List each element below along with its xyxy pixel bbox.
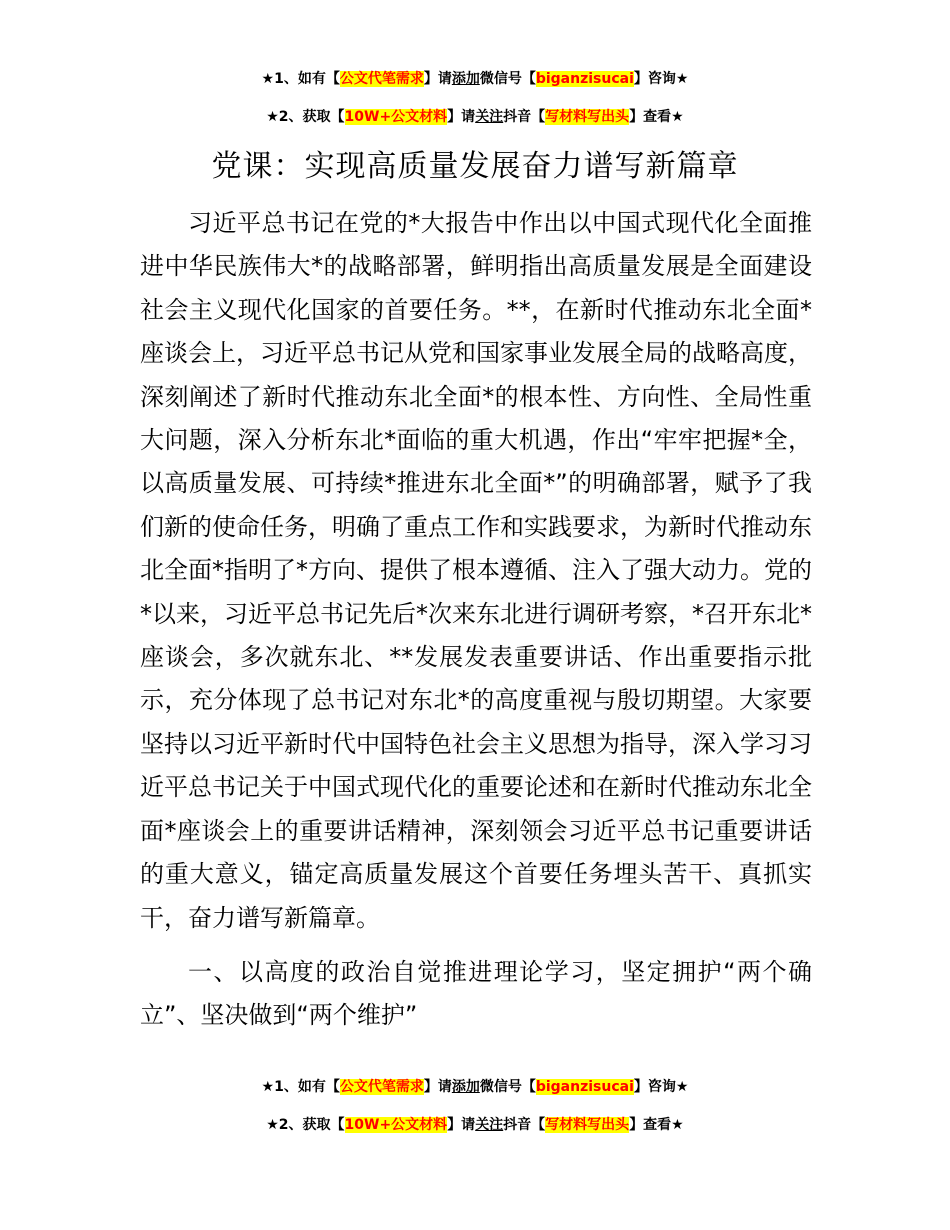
ad-prefix: ★2、获取【 — [266, 109, 345, 125]
ad-text: 微信号【 — [479, 1079, 536, 1095]
ad-text: 抖音【 — [503, 1117, 546, 1133]
ad-underlined-word: 关注 — [475, 109, 504, 125]
ad-highlight-wechat-id: biganzisucai — [535, 71, 634, 87]
ad-prefix: ★1、如有【 — [261, 71, 340, 87]
ad-suffix: 】咨询★ — [633, 1079, 689, 1095]
section-heading: 一、以高度的政治自觉推进理论学习，坚定拥护“两个确立”、坚决做到“两个维护” — [140, 958, 812, 1030]
ad-underlined-word: 添加 — [451, 71, 480, 87]
ad-text: 】请 — [423, 1079, 452, 1095]
page-title: 党课：实现高质量发展奋力谱写新篇章 — [211, 149, 739, 184]
header-ad-line-2 — [0, 107, 950, 127]
ad-text: 抖音【 — [503, 109, 546, 125]
ad-text: 】请 — [423, 71, 452, 87]
ad-prefix: ★1、如有【 — [261, 1079, 340, 1095]
footer-ad-line-2 — [0, 1115, 950, 1135]
ad-highlight-service: 公文代笔需求 — [339, 1079, 424, 1095]
ad-underlined-word: 关注 — [475, 1117, 504, 1133]
ad-highlight-douyin-account: 写材料写出头 — [545, 1117, 630, 1133]
footer-ad-line-1 — [0, 1077, 950, 1097]
ad-highlight-service: 公文代笔需求 — [339, 71, 424, 87]
header-ad-line-1 — [0, 69, 950, 89]
ad-highlight-materials: 10W+公文材料 — [344, 109, 448, 125]
ad-suffix: 】查看★ — [629, 1117, 684, 1133]
ad-suffix: 】查看★ — [629, 109, 684, 125]
ad-highlight-douyin-account: 写材料写出头 — [545, 109, 630, 125]
ad-text: 】请 — [447, 109, 476, 125]
ad-highlight-wechat-id: biganzisucai — [535, 1079, 634, 1095]
ad-text: 微信号【 — [479, 71, 536, 87]
ad-text: 】请 — [447, 1117, 476, 1133]
ad-highlight-materials: 10W+公文材料 — [344, 1117, 448, 1133]
ad-suffix: 】咨询★ — [633, 71, 689, 87]
body-paragraph: 习近平总书记在党的*大报告中作出以中国式现代化全面推进中华民族伟大*的战略部署，鲜明指出高质量发展是全面建设社会主义现代化国家的首要任务。**，在新时代推动东北全面*座谈会上，习近平总书记从党和国家事业发展全局的战略高度，深刻阐述了新时代推动东北全面*的根本性、方向性、全局性重大问题，深入分析东北*面临的重大机遇，作出“牢牢把握*全，以高质量发展、可持续*推进东北全面*”的明确部署，赋予了我们新的使命任务，明确了重点工作和实践要求，为新时代推动东北全面*指明了*方向、提供了根本遵循、注入了强大动力。党的*以来，习近平总书记先后*次来东北进行调研考察，*召开东北*座谈会，多次就东北、**发展发表重要讲话、作出重要指示批示，充分体现了总书记对东北*的高度重视与殷切期望。大家要坚持以习近平新时代中国特色社会主义思想为指导，深入学习习近平总书记关于中国式现代化的重要论述和在新时代推动东北全面*座谈会上的重要讲话精神，深刻领会习近平总书记重要讲话的重大意义，锚定高质量发展这个首要任务埋头苦干、真抓实干，奋力谱写新篇章。 — [140, 209, 812, 932]
ad-prefix: ★2、获取【 — [266, 1117, 345, 1133]
ad-underlined-word: 添加 — [451, 1079, 480, 1095]
